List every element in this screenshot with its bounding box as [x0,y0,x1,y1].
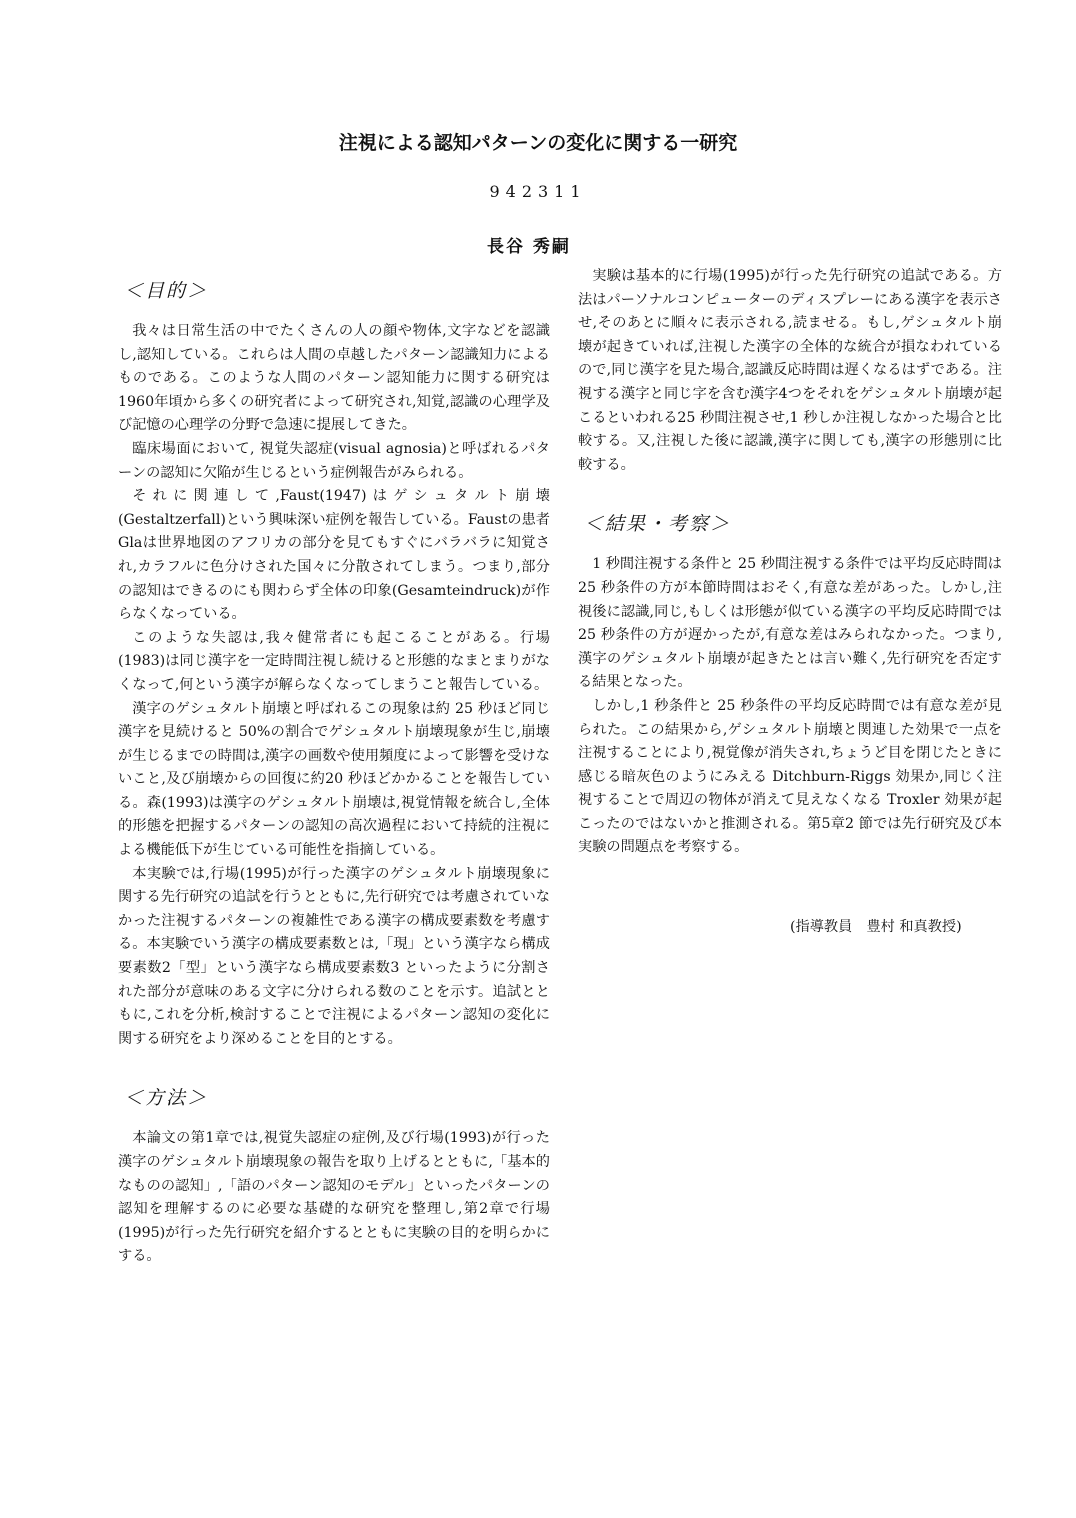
method-paragraph: 実験は基本的に行場(1995)が行った先行研究の追試である。方法はパーソナルコンピューターのディスプレーにある漢字を表示させ,そのあとに順々に表示される,読ませる。もし,ゲシュタルト崩壊が起きていれば,注視した漢字の全体的な統合が損なわれているので,同じ漢字を見た場合,認識反応時間は遅くなるはずである。注視する漢字と同じ字を含む漢字4つをそれをゲシュタルト崩壊が起こるといわれる25 秒間注視させ,1 秒しか注視しなかった場合と比較する。又,注視した後に認識,漢字に関しても,漢字の形態別に比較する。 [578,268,1002,473]
method-heading: ＜方法＞ [124,1087,209,1110]
purpose-paragraph: 臨床場面において, 視覚失認症(visual agnosia)と呼ばれるパターンの認知に欠陥が生じるという症例報告がみられる。 [118,440,550,481]
paper-title: 注視による認知パターンの変化に関する一研究 [338,132,738,154]
results-paragraph: しかし,1 秒条件と 25 秒条件の平均反応時間では有意な差が見られた。この結果から,ゲシュタルト崩壊と関連した効果で一点を注視することにより,視覚像が消失され,ちょうど目を閉じたときに感じる暗灰色のようにみえる Ditchburn-Riggs 効果か,同じく注視することで周辺の物体が消えて見えなくなる Troxler 効果が起こったのではないかと推測される。第5章2 節では先行研究及び本実験の問題点を考察する。 [578,697,1002,856]
purpose-paragraph: 本実験では,行場(1995)が行った漢字のゲシュタルト崩壊現象に関する先行研究の追試を行うとともに,先行研究では考慮されていなかった注視するパターンの複雑性である漢字の構成要素数を考慮する。本実験でいう漢字の構成要素数とは,「現」という漢字なら構成要素数2「型」という漢字なら構成要素数3 といったように分割された部分が意味のある文字に分けられる数のことを示す。追試とともに,これを分析,検討することで注視によるパターン認知の変化に関する研究をより深めることを目的とする。 [118,865,550,1047]
purpose-paragraph: 漢字のゲシュタルト崩壊と呼ばれるこの現象は約 25 秒ほど同じ漢字を見続けると 50%の割合でゲシュタルト崩壊現象が生じ,崩壊が生じるまでの時間は,漢字の画数や使用頻度によって影響を受けないこと,及び崩壊からの回復に約20 秒ほどかかることを報告している。森(1993)は漢字のゲシュタルト崩壊は,視覚情報を統合し,全体的形態を把握するパターンの認知の高次過程において持続的注視による機能低下が生じている可能性を指摘している。 [118,700,550,859]
purpose-paragraph: 我々は日常生活の中でたくさんの人の顔や物体,文字などを認識し,認知している。これらは人間の卓越したパターン認識知力によるものである。このような人間のパターン認知能力に関する研究は1960年頃から多くの研究者によって研究され,知覚,認識の心理学及び記憶の心理学の分野で急速に提展してきた。 [118,323,550,434]
advisor-credit: (指導教員 豊村 和真教授) [790,919,962,935]
purpose-paragraph: それに関連して,Faust(1947)はゲシュタルト崩壊(Gestaltzerfall)という興味深い症例を報告している。Faustの患者Glaは世界地図のアフリカの部分を見てもすぐにバラバラに知覚され,カラフルに色分けされた国々に分散されてしまう。つまり,部分の認知はできるのにも関わらず全体の印象(Gesamteindruck)が作らなくなっている。 [118,488,550,623]
purpose-paragraph: このような失認は,我々健常者にも起こることがある。行場(1983)は同じ漢字を一定時間注視し続けると形態的なまとまりがなくなって,何という漢字が解らなくなってしまうこと報告している。 [118,629,550,693]
purpose-heading: ＜目的＞ [124,280,209,302]
author-name: 長谷 秀嗣 [487,237,571,257]
left-column [118,278,550,1269]
right-column [578,265,1002,860]
results-paragraph: 1 秒間注視する条件と 25 秒間注視する条件では平均反応時間は25 秒条件の方が本節時間はおそく,有意な差があった。しかし,注視後に認識,同じ,もしくは形態が似ている漢字の平均反応時間では 25 秒条件の方が遅かったが,有意な差はみられなかった。つまり,漢字のゲシュタルト崩壊が起きたとは言い難く,先行研究を否定する結果となった。 [578,556,1002,691]
results-heading: ＜結果・考察＞ [584,513,732,536]
method-paragraph: 本論文の第1章では,視覚失認症の症例,及び行場(1993)が行った漢字のゲシュタルト崩壊現象の報告を取り上げるとともに,「基本的なものの認知」,「語のパターン認知のモデル」といったパターンの認知を理解するのに必要な基礎的な研究を整理し,第2章で行場(1995)が行った先行研究を紹介するとともに実験の目的を明らかにする。 [118,1130,550,1265]
student-id: 942311 [489,182,587,201]
